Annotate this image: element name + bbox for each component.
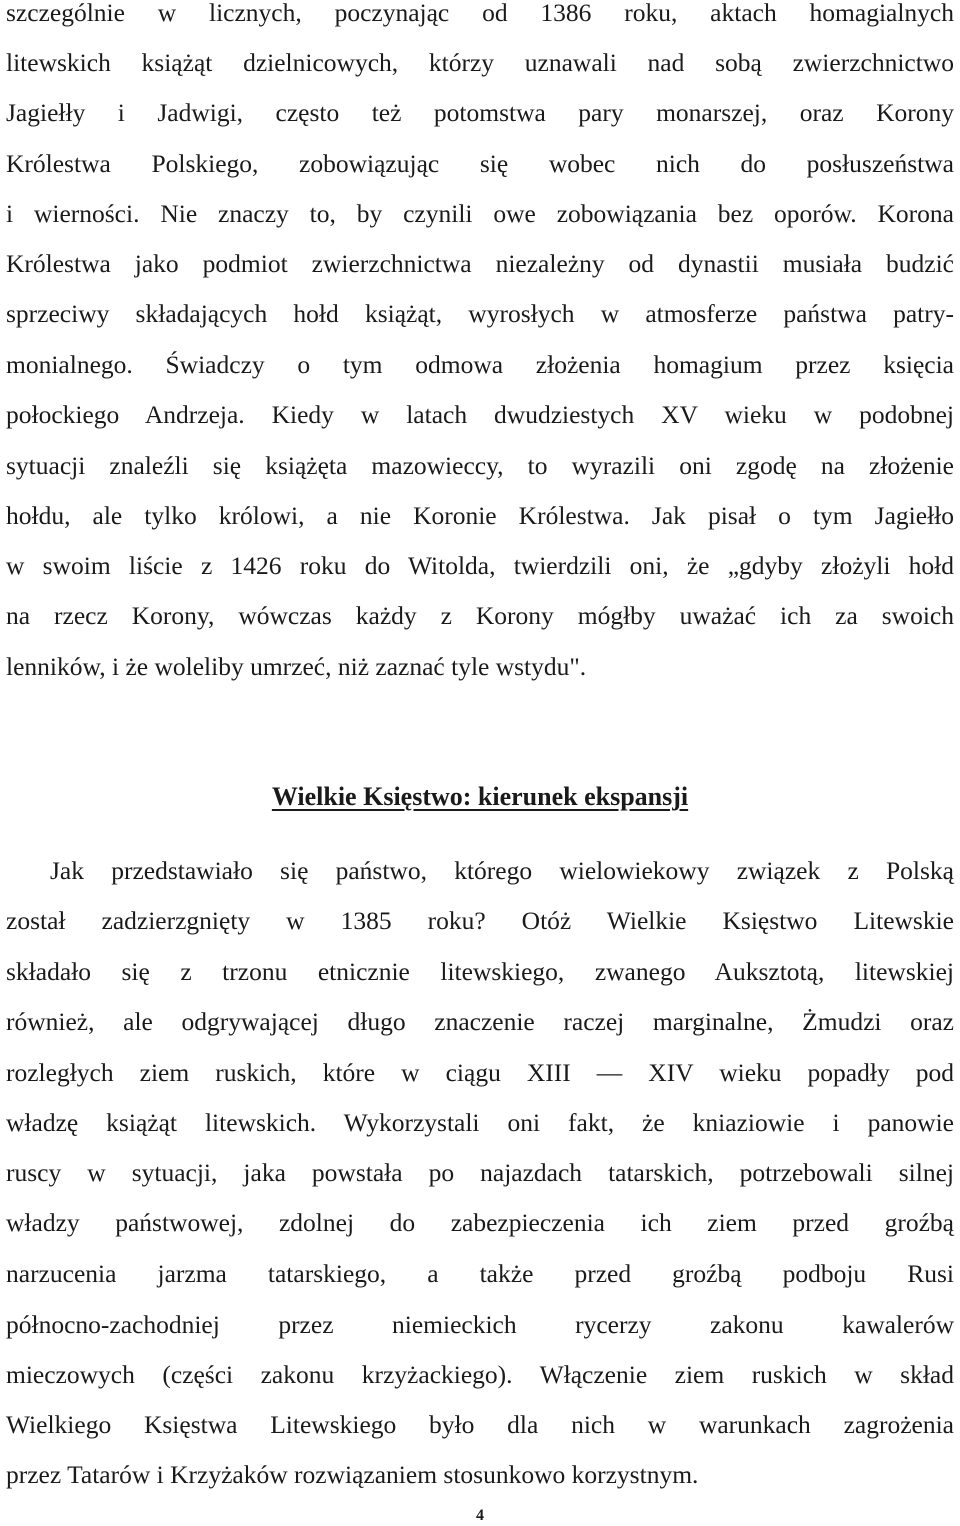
paragraph-line: litewskich książąt dzielnicowych, którzy uznawali nad sobą zwierzchnictwo bbox=[6, 48, 954, 77]
paragraph-line: ruscy w sytuacji, jaka powstała po najazdach tatarskich, potrzebowali silnej bbox=[6, 1158, 954, 1187]
paragraph-line: władzy państwowej, zdolnej do zabezpieczenia ich ziem przed groźbą bbox=[6, 1208, 954, 1237]
paragraph-line: i wierności. Nie znaczy to, by czynili owe zobowiązania bez oporów. Korona bbox=[6, 199, 954, 228]
paragraph-line: narzucenia jarzma tatarskiego, a także przed groźbą podboju Rusi bbox=[6, 1259, 954, 1288]
paragraph-line: Jak przedstawiało się państwo, którego wielowiekowy związek z Polską bbox=[50, 856, 954, 885]
paragraph-line: rozległych ziem ruskich, które w ciągu XIII — XIV wieku popadły pod bbox=[6, 1058, 954, 1087]
paragraph-line: północno-zachodniej przez niemieckich rycerzy zakonu kawalerów bbox=[6, 1310, 954, 1339]
paragraph-line: szczególnie w licznych, poczynając od 1386 roku, aktach homagialnych bbox=[6, 0, 954, 27]
paragraph-line: lenników, i że woleliby umrzeć, niż zaznać tyle wstydu". bbox=[6, 652, 587, 681]
paragraph-line: sprzeciwy składających hołd książąt, wyrosłych w atmosferze państwa patry- bbox=[6, 299, 954, 328]
paragraph-line: władzę książąt litewskich. Wykorzystali oni fakt, że kniaziowie i panowie bbox=[6, 1108, 954, 1137]
paragraph-line: Jagiełły i Jadwigi, często też potomstwa pary monarszej, oraz Korony bbox=[6, 98, 954, 127]
paragraph-line: Królestwa jako podmiot zwierzchnictwa niezależny od dynastii musiała budzić bbox=[6, 249, 954, 278]
paragraph-line: w swoim liście z 1426 roku do Witolda, twierdzili oni, że „gdyby złożyli hołd bbox=[6, 551, 954, 580]
paragraph-line: przez Tatarów i Krzyżaków rozwiązaniem stosunkowo korzystnym. bbox=[6, 1460, 699, 1489]
section-heading bbox=[6, 775, 954, 819]
paragraph-line: również, ale odgrywającej długo znaczenie raczej marginalne, Żmudzi oraz bbox=[6, 1007, 954, 1036]
paragraph-line: połockiego Andrzeja. Kiedy w latach dwudziestych XV wieku w podobnej bbox=[6, 400, 954, 429]
paragraph-line: hołdu, ale tylko królowi, a nie Koronie Królestwa. Jak pisał o tym Jagiełło bbox=[6, 501, 954, 530]
paragraph-line: sytuacji znaleźli się książęta mazowieccy, to wyrazili oni zgodę na złożenie bbox=[6, 451, 954, 480]
paragraph-line: mieczowych (części zakonu krzyżackiego). Włączenie ziem ruskich w skład bbox=[6, 1360, 954, 1389]
paragraph-line: został zadzierzgnięty w 1385 roku? Otóż Wielkie Księstwo Litewskie bbox=[6, 906, 954, 935]
section-heading-text: Wielkie Księstwo: kierunek ekspansji bbox=[271, 782, 689, 811]
paragraph-line: składało się z trzonu etnicznie litewskiego, zwanego Auksztotą, litewskiej bbox=[6, 957, 954, 986]
paragraph-line: Królestwa Polskiego, zobowiązując się wobec nich do posłuszeństwa bbox=[6, 149, 954, 178]
paragraph-line: Wielkiego Księstwa Litewskiego było dla nich w warunkach zagrożenia bbox=[6, 1410, 954, 1439]
paragraph-line: na rzecz Korony, wówczas każdy z Korony mógłby uważać ich za swoich bbox=[6, 601, 954, 630]
page-number: 4 bbox=[476, 1507, 484, 1524]
paragraph-line: monialnego. Świadczy o tym odmowa złożenia homagium przez księcia bbox=[6, 350, 954, 379]
